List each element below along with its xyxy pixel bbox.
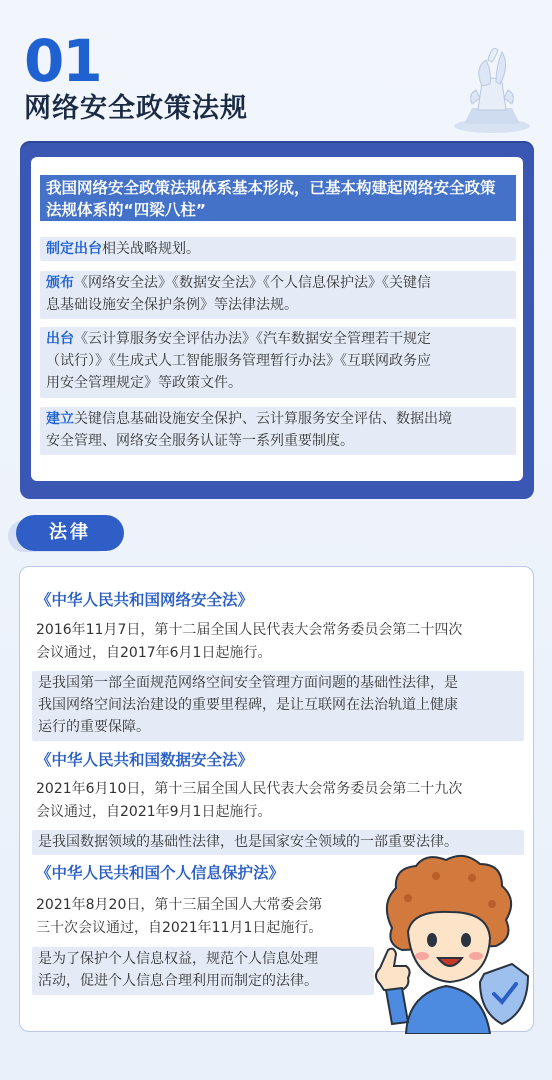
law-info bbox=[36, 619, 526, 665]
policy-headline-text: 我国网络安全政策法规体系基本形成，已基本构建起网络安全政策法规体系的 bbox=[46, 179, 496, 219]
law-description bbox=[32, 671, 524, 741]
policy-item-keyword: 出台 bbox=[46, 331, 74, 347]
law-description-line: 活动，促进个人信息合理利用而制定的法律。 bbox=[38, 973, 318, 989]
law-title: 《中华人民共和国个人信息保护法》 bbox=[36, 864, 285, 882]
law-info bbox=[36, 894, 376, 940]
law-description bbox=[32, 947, 374, 995]
policy-item bbox=[40, 407, 516, 455]
policy-item-text: 用安全管理规定》等政策文件。 bbox=[46, 375, 242, 391]
law-title: 《中华人民共和国网络安全法》 bbox=[36, 591, 254, 609]
law-section-label: 法律 bbox=[49, 522, 91, 543]
policy-item bbox=[40, 271, 516, 319]
section-number: 01 bbox=[24, 27, 101, 95]
law-info-line: 三十次会议通过，自2021年11月1日起施行。 bbox=[36, 920, 323, 936]
law-title: 《中华人民共和国数据安全法》 bbox=[36, 751, 254, 769]
mascot-illustration bbox=[372, 854, 532, 1034]
law-info-line: 2021年6月10日，第十三届全国人民代表大会常务委员会第二十九次 bbox=[36, 781, 463, 797]
page-title: 网络安全政策法规 bbox=[24, 93, 248, 124]
policy-headline-quote: “四梁八柱” bbox=[123, 201, 206, 219]
law-description-line: 是我国数据领域的基础性法律，也是国家安全领域的一部重要法律。 bbox=[38, 834, 458, 850]
policy-item bbox=[40, 237, 516, 261]
policy-item-keyword: 颁布 bbox=[46, 275, 74, 291]
law-description-line: 我国网络空间法治建设的重要里程碑，是让互联网在法治轨道上健康 bbox=[38, 697, 458, 713]
policy-item-text: 安全管理、网络安全服务认证等一系列重要制度。 bbox=[46, 433, 354, 449]
law-description bbox=[32, 830, 524, 855]
law-description-line: 是为了保护个人信息权益，规范个人信息处理 bbox=[38, 951, 318, 967]
law-description-line: 运行的重要保障。 bbox=[38, 719, 150, 735]
policy-card bbox=[31, 157, 523, 481]
statue-illustration bbox=[452, 38, 532, 134]
law-info-line: 2021年8月20日，第十三届全国人大常委会第 bbox=[36, 897, 323, 913]
policy-item-text: 相关战略规划。 bbox=[102, 241, 200, 257]
law-info bbox=[36, 778, 526, 824]
policy-item-text: 息基础设施安全保护条例》等法律法规。 bbox=[46, 297, 298, 313]
policy-item-keyword: 制定出台 bbox=[46, 241, 102, 257]
policy-item-text: 《云计算服务安全评估办法》《汽车数据安全管理若干规定 bbox=[74, 331, 431, 347]
policy-item-text: 《网络安全法》《数据安全法》《个人信息保护法》《关键信 bbox=[74, 275, 431, 291]
policy-item-text: （试行）》《生成式人工智能服务管理暂行办法》《互联网政务应 bbox=[46, 353, 431, 369]
law-info-line: 2016年11月7日，第十二届全国人民代表大会常务委员会第二十四次 bbox=[36, 622, 463, 638]
law-description-line: 是我国第一部全面规范网络空间安全管理方面问题的基础性法律，是 bbox=[38, 675, 458, 691]
policy-item-text: 关键信息基础设施安全保护、云计算服务安全评估、数据出境 bbox=[74, 411, 452, 427]
policy-item bbox=[40, 327, 516, 398]
policy-item-keyword: 建立 bbox=[46, 411, 74, 427]
law-info-line: 会议通过，自2021年9月1日起施行。 bbox=[36, 804, 272, 820]
policy-headline bbox=[40, 175, 516, 221]
law-info-line: 会议通过，自2017年6月1日起施行。 bbox=[36, 645, 272, 661]
law-section-tab bbox=[16, 515, 124, 551]
policy-panel bbox=[20, 141, 534, 499]
